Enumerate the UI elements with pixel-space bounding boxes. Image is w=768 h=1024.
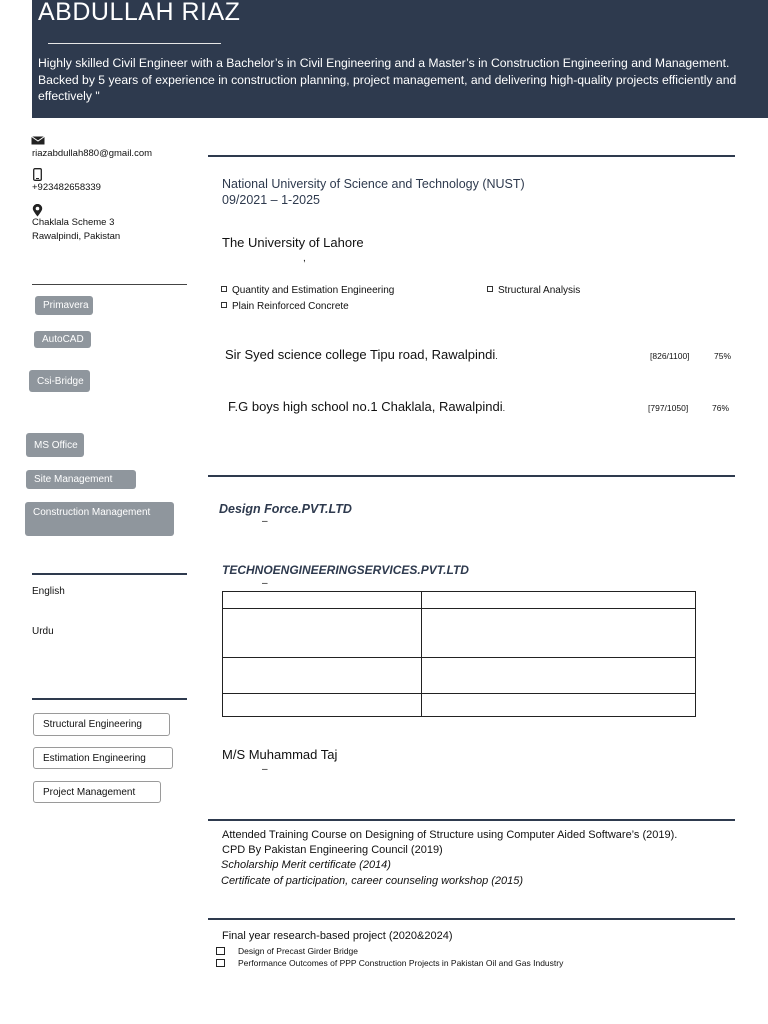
education-divider: [208, 155, 735, 157]
projects-heading: Final year research-based project (2020&2024): [222, 930, 453, 942]
name-underline: [48, 43, 221, 44]
table-cell: [223, 592, 422, 609]
certification-item: Scholarship Merit certificate (2014): [221, 859, 391, 871]
skill-pill: Site Management: [26, 470, 136, 489]
certification-item: CPD By Pakistan Engineering Council (2019): [222, 844, 443, 856]
role-dash: –: [262, 516, 268, 527]
checkbox-icon: [221, 302, 227, 308]
table-cell: [422, 609, 696, 658]
college-percent: 75%: [714, 351, 732, 361]
certification-item: Attended Training Course on Designing of Structure using Computer Aided Software’s (2019).: [222, 829, 678, 841]
project-item: Design of Precast Girder Bridge: [216, 946, 358, 956]
company-name: M/S Muhammad Taj: [222, 747, 338, 762]
skill-pill: Csi-Bridge: [29, 370, 90, 392]
skill-pill: MS Office: [26, 433, 84, 457]
table-cell: [223, 658, 422, 694]
education-college: Sir Syed science college Tipu road, Rawalpindi.: [225, 347, 498, 362]
skills-divider: [32, 573, 187, 575]
school-marks: [797/1050]: [648, 403, 689, 413]
phone-icon: [33, 168, 42, 181]
project-item: Performance Outcomes of PPP Construction Projects in Pakistan Oil and Gas Industry: [216, 958, 563, 968]
certification-item: Certificate of participation, career counseling workshop (2015): [221, 875, 524, 887]
interest-tag: Structural Engineering: [33, 713, 170, 736]
table-cell: [422, 592, 696, 609]
interest-tag: Project Management: [33, 781, 161, 803]
candidate-name: ABDULLAH RIAZ: [38, 0, 241, 26]
company-name: TECHNOENGINEERINGSERVICES.PVT.LTD: [222, 563, 469, 577]
checkbox-icon: [221, 286, 227, 292]
skill-pill: Construction Management: [25, 502, 174, 536]
checkbox-icon: [216, 947, 225, 955]
role-dash: –: [262, 764, 268, 775]
education-nust-name: National University of Science and Technology (NUST): [222, 177, 525, 191]
languages-divider: [32, 698, 187, 700]
language-item: Urdu: [32, 626, 54, 637]
school-percent: 76%: [712, 403, 730, 413]
table-cell: [223, 609, 422, 658]
contact-divider: [32, 284, 187, 285]
address-line-2: Rawalpindi, Pakistan: [32, 231, 121, 242]
education-lahore-mark: ,: [303, 253, 306, 264]
email-text: riazabdullah880@gmail.com: [32, 148, 153, 159]
education-lahore-name: The University of Lahore: [222, 235, 364, 250]
table-cell: [223, 694, 422, 717]
skill-pill: AutoCAD: [34, 331, 91, 348]
skill-pill: Primavera: [35, 296, 93, 315]
envelope-icon: [31, 136, 45, 145]
location-pin-icon: [32, 204, 43, 217]
company-name: Design Force.PVT.LTD: [219, 502, 352, 516]
role-dash: –: [262, 578, 268, 589]
certifications-divider: [208, 819, 735, 821]
phone-text: +923482658339: [32, 182, 101, 193]
projects-divider: [208, 918, 735, 920]
experience-divider: [208, 475, 735, 477]
subject-item: Plain Reinforced Concrete: [221, 301, 349, 312]
table-cell: [422, 658, 696, 694]
experience-table: [222, 591, 696, 717]
table-cell: [422, 694, 696, 717]
education-school: F.G boys high school no.1 Chaklala, Rawalpindi.: [228, 399, 506, 414]
subject-item: Quantity and Estimation Engineering: [221, 285, 394, 296]
education-nust-dates: 09/2021 – 1-2025: [222, 193, 321, 207]
profile-summary: Highly skilled Civil Engineer with a Bachelor’s in Civil Engineering and a Master’s in Construction Engineering and Management. Backed by 5 years of experience in construction planning, project management, and delivering high-quality projects efficiently and effectively ": [38, 56, 737, 103]
interest-tag: Estimation Engineering: [33, 747, 173, 769]
checkbox-icon: [216, 959, 225, 967]
language-item: English: [32, 586, 65, 597]
checkbox-icon: [487, 286, 493, 292]
college-marks: [826/1100]: [650, 351, 690, 361]
address-line-1: Chaklala Scheme 3: [32, 217, 115, 228]
subject-item: Structural Analysis: [487, 285, 580, 296]
